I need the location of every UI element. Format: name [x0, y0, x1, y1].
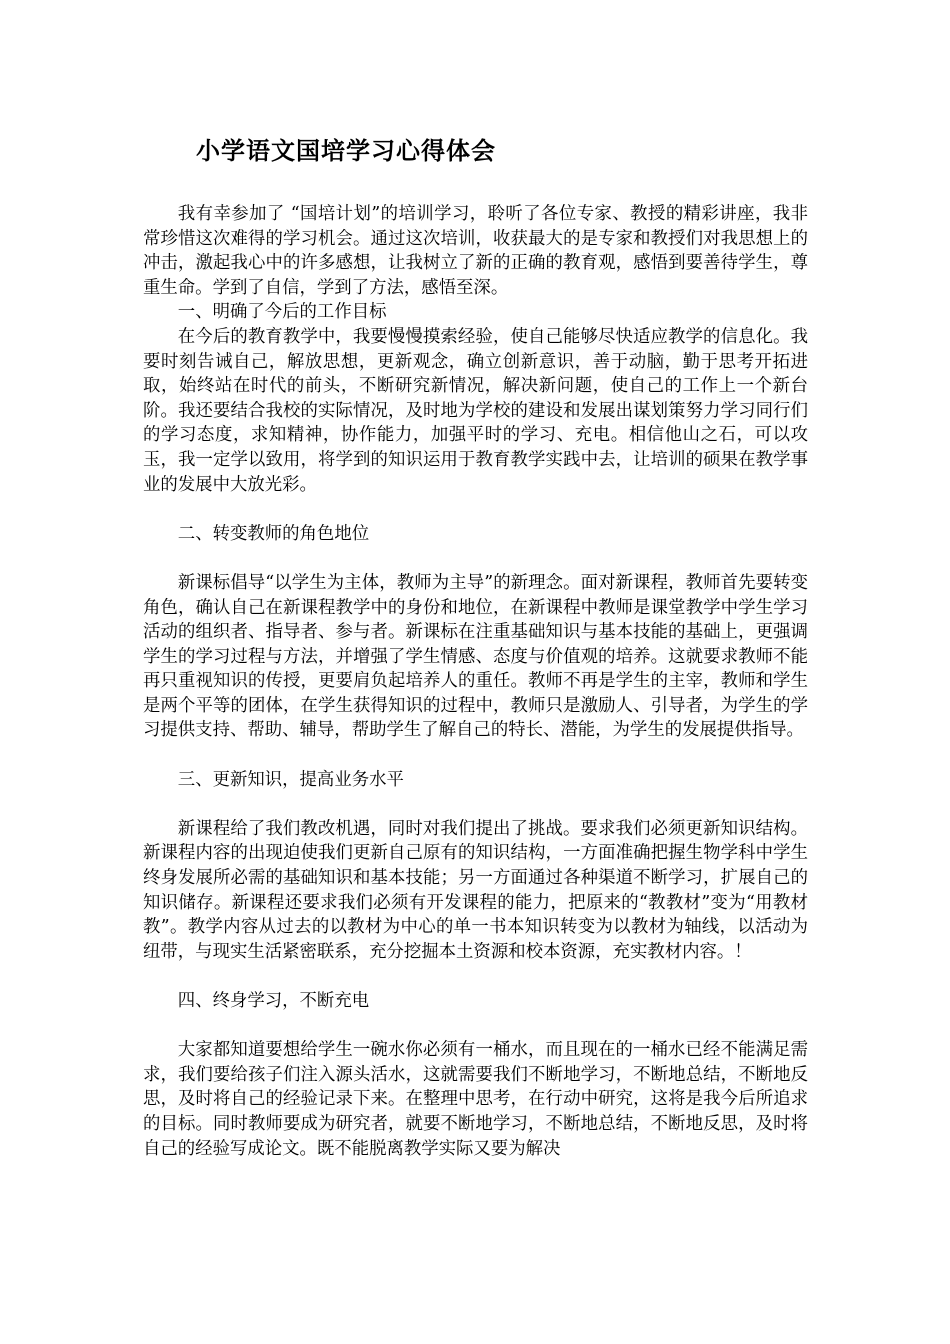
- section-1-heading: 一、明确了今后的工作目标: [177, 302, 387, 323]
- document-body: [143, 202, 808, 1161]
- section-2-heading: 二、转变教师的角色地位: [177, 523, 370, 544]
- section-2-paragraph: 新课标倡导“以学生为主体，教师为主导”的新理念。面对新课程，教师首先要转变角色，确认自己在新课程教学中的身份和地位，在新课程中教师是课堂教学中学生学习活动的组织者、指导者、参与者。新课标在注重基础知识与基本技能的基础上，更强调学生的学习过程与方法，并增强了学生情感、态度与价值观的培养。这就要求教师不能再只重视知识的传授，更要肩负起培养人的重任。教师不再是学生的主宰，教师和学生是两个平等的团体，在学生获得知识的过程中，教师只是激励人、引导者，为学生的学习提供支持、帮助、辅导，帮助学生了解自己的特长、潜能，为学生的发展提供指导。: [143, 572, 808, 741]
- document-title: 小学语文国培学习心得体会: [196, 136, 496, 165]
- intro-paragraph: 我有幸参加了 “国培计划”的培训学习，聆听了各位专家、教授的精彩讲座，我非常珍惜这次难得的学习机会。通过这次培训，收获最大的是专家和教授们对我思想上的冲击，激起我心中的许多感想，让我树立了新的正确的教育观，感悟到要善待学生，尊重生命。学到了自信，学到了方法，感悟至深。: [143, 204, 808, 298]
- section-1-paragraph: 在今后的教育教学中，我要慢慢摸索经验，使自己能够尽快适应教学的信息化。我要时刻告诫自己，解放思想，更新观念，确立创新意识，善于动脑，勤于思考开拓进取，始终站在时代的前头，不断研究新情况，解决新问题，使自己的工作上一个新台阶。我还要结合我校的实际情况，及时地为学校的建设和发展出谋划策努力学习同行们的学习态度，求知精神，协作能力，加强平时的学习、充电。相信他山之石，可以攻玉，我一定学以致用，将学到的知识运用于教育教学实践中去，让培训的硕果在教学事业的发展中大放光彩。: [143, 326, 808, 495]
- section-4-paragraph: 大家都知道要想给学生一碗水你必须有一桶水，而且现在的一桶水已经不能满足需求，我们要给孩子们注入源头活水，这就需要我们不断地学习，不断地总结，不断地反思，及时将自己的经验记录下来。在整理中思考，在行动中研究，这将是我今后所追求的目标。同时教师要成为研究者，就要不断地学习，不断地总结，不断地反思，及时将自己的经验写成论文。既不能脱离教学实际又要为解决: [143, 1040, 808, 1159]
- section-4-heading: 四、终身学习，不断充电: [177, 991, 370, 1011]
- section-3-heading: 三、更新知识，提高业务水平: [177, 769, 404, 790]
- section-3-paragraph: 新课程给了我们教改机遇，同时对我们提出了挑战。要求我们必须更新知识结构。新课程内容的出现迫使我们更新自己原有的知识结构，一方面准确把握生物学科中学生终身发展所必需的基础知识和基本技能；另一方面通过各种渠道不断学习，扩展自己的知识储存。新课程还要求我们必须有开发课程的能力，把原来的“教教材”变为“用教材教”。教学内容从过去的以教材为中心的单一书本知识转变为以教材为轴线，以活动为纽带，与现实生活紧密联系，充分挖掘本土资源和校本资源，充实教材内容。！: [143, 818, 808, 962]
